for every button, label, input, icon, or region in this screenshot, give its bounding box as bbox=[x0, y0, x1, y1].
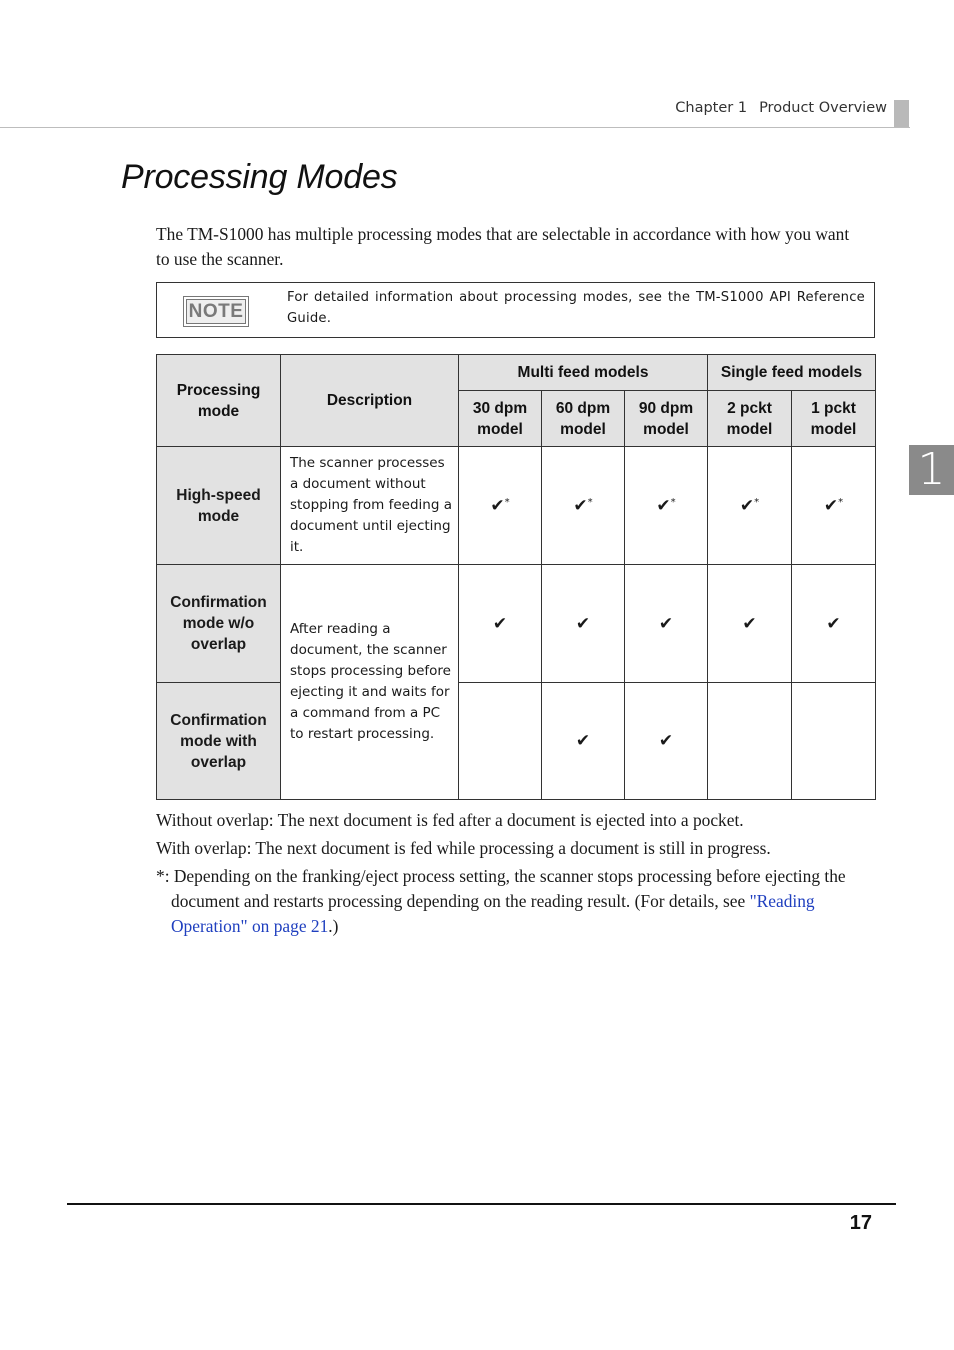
col-header-description: Description bbox=[281, 355, 459, 447]
check-cell: ✔ bbox=[625, 565, 708, 683]
description-high-speed: The scanner processes a document without stopping from feeding a document until ejecting it. bbox=[281, 447, 459, 565]
check-cell: ✔* bbox=[792, 447, 876, 565]
chapter-tab: 1 bbox=[909, 445, 954, 495]
header-chapter: Chapter 1 bbox=[675, 100, 748, 116]
reading-operation-link[interactable]: "Reading Operation" on page 21 bbox=[171, 891, 815, 936]
check-cell: ✔ bbox=[459, 565, 542, 683]
page-title: Processing Modes bbox=[121, 158, 398, 196]
check-cell: ✔* bbox=[459, 447, 542, 565]
table-row bbox=[157, 683, 876, 800]
description-confirmation: After reading a document, the scanner stops processing before ejecting it and waits for a command from a PC to restart processing. bbox=[281, 565, 459, 800]
row-header-confirmation-wo-overlap: Confirmation mode w/o overlap bbox=[157, 565, 281, 683]
group-header-single-feed: Single feed models bbox=[708, 355, 876, 391]
check-cell: ✔* bbox=[542, 447, 625, 565]
check-cell: ✔ bbox=[542, 683, 625, 800]
footnote-without-overlap: Without overlap: The next document is fed after a document is ejected into a pocket. bbox=[156, 810, 744, 830]
col-header-60dpm: 60 dpm model bbox=[542, 391, 625, 447]
check-cell: ✔ bbox=[625, 683, 708, 800]
note-icon bbox=[183, 296, 249, 327]
check-cell: ✔ bbox=[542, 565, 625, 683]
col-header-2pckt: 2 pckt model bbox=[708, 391, 792, 447]
check-cell: ✔ bbox=[792, 565, 876, 683]
note-badge-label: NOTE bbox=[186, 299, 246, 324]
header-marker bbox=[894, 100, 909, 127]
empty-cell bbox=[459, 683, 542, 800]
col-header-1pckt: 1 pckt model bbox=[792, 391, 876, 447]
col-header-processing-mode: Processing mode bbox=[157, 355, 281, 447]
processing-modes-table bbox=[156, 354, 876, 800]
note-box bbox=[156, 282, 875, 338]
check-cell: ✔* bbox=[708, 447, 792, 565]
footnote-asterisk: *: Depending on the franking/eject process setting, the scanner stops processing before ejecting the document and restarts processing depending on the reading result. (For details, see "Reading Operation" on page 21.) bbox=[156, 866, 846, 936]
col-header-30dpm: 30 dpm model bbox=[459, 391, 542, 447]
row-header-high-speed: High-speed mode bbox=[157, 447, 281, 565]
footer-rule bbox=[67, 1203, 896, 1205]
footnote-with-overlap: With overlap: The next document is fed while processing a document is still in progress. bbox=[156, 838, 771, 858]
col-header-90dpm: 90 dpm model bbox=[625, 391, 708, 447]
check-cell: ✔ bbox=[708, 565, 792, 683]
note-text: For detailed information about processing modes, see the TM-S1000 API Reference Guide. bbox=[287, 290, 865, 326]
page-number: 17 bbox=[849, 1212, 872, 1234]
header-rule bbox=[0, 127, 910, 128]
running-header bbox=[675, 100, 887, 116]
intro-paragraph: The TM-S1000 has multiple processing modes that are selectable in accordance with how you want to use the scanner. bbox=[156, 224, 850, 269]
check-cell: ✔* bbox=[625, 447, 708, 565]
header-section: Product Overview bbox=[759, 100, 887, 116]
group-header-multi-feed: Multi feed models bbox=[459, 355, 708, 391]
empty-cell bbox=[792, 683, 876, 800]
row-header-confirmation-with-overlap: Confirmation mode with overlap bbox=[157, 683, 281, 800]
table-row bbox=[157, 565, 876, 683]
empty-cell bbox=[708, 683, 792, 800]
table-row bbox=[157, 447, 876, 565]
